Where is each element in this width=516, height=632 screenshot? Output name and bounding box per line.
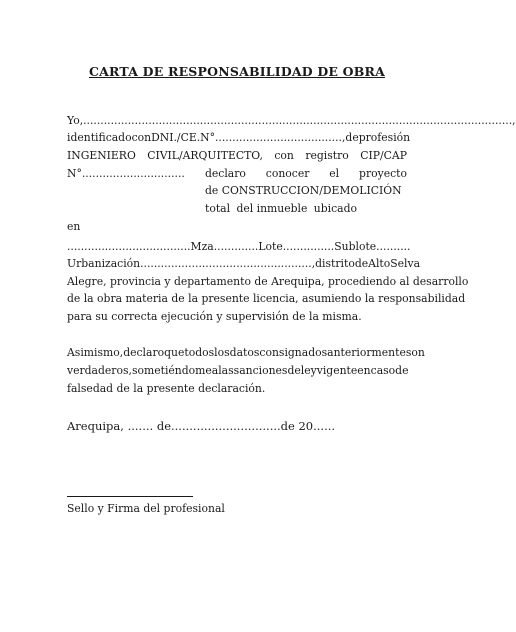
line-falsedad: falsedad de la presente declaración. (67, 382, 266, 395)
word: son (405, 346, 425, 359)
word: sanciones (233, 364, 288, 377)
word: Asimismo, (67, 346, 124, 359)
line-verdaderos (67, 364, 407, 378)
line-urbanizacion (67, 257, 421, 271)
word: registro (305, 149, 349, 162)
word: vigente (316, 364, 358, 377)
word: INGENIERO (67, 149, 136, 162)
signature-label: Sello y Firma del profesional (67, 502, 225, 515)
word: verdaderos, (67, 364, 132, 377)
word: datos (229, 346, 260, 359)
line-en: en (67, 220, 81, 233)
word: identificado (67, 131, 132, 144)
word: conocer (265, 167, 310, 180)
word: anteriormente (327, 346, 406, 359)
word: a (211, 364, 219, 377)
word: Alto (368, 257, 391, 270)
word: de (354, 257, 369, 270)
word: N°....................................., (200, 131, 346, 144)
word: en (357, 364, 371, 377)
word: caso (370, 364, 396, 377)
word: sometiéndome (131, 364, 212, 377)
word: CIVIL/ARQUITECTO, (147, 149, 263, 162)
word: las (218, 364, 234, 377)
line-numero-registro: N°.............................. (67, 167, 185, 180)
word: declaro (123, 346, 165, 359)
word: que (164, 346, 185, 359)
line-alegre: Alegre, provincia y departamento de Arequipa, procediendo al desarrollo (67, 275, 469, 288)
line-total (205, 202, 357, 216)
word: el (329, 167, 340, 180)
line-ejecucion: para su correcta ejecución y supervisión de la misma. (67, 310, 362, 323)
date-line: Arequipa, ....... de..............................de 20...... (67, 419, 336, 433)
word: de (395, 364, 409, 377)
word: Urbanización.................................................., (67, 257, 316, 270)
word: todos (184, 346, 215, 359)
line-identificado (67, 131, 411, 145)
word: de (287, 364, 301, 377)
word: declaro (205, 167, 246, 180)
word: con (274, 149, 294, 162)
line-ingeniero (67, 149, 407, 163)
word: ley (300, 364, 317, 377)
word: CIP/CAP (360, 149, 407, 162)
word: del inmueble (236, 202, 308, 215)
line-mza-lote: ....................................Mza.............Lote...............Sublote.......... (67, 240, 411, 253)
word: de (345, 131, 359, 144)
word: los (214, 346, 230, 359)
word: con (131, 131, 152, 144)
line-declaro (205, 167, 407, 181)
word: total (205, 202, 231, 215)
word: proyecto (359, 167, 407, 180)
line-construccion: de CONSTRUCCION/DEMOLICIÓN (205, 184, 402, 197)
word: consignados (259, 346, 328, 359)
word: Selva (390, 257, 421, 270)
word: profesión (358, 131, 411, 144)
word: distrito (315, 257, 355, 270)
word: DNI./CE. (151, 131, 201, 144)
signature-line (67, 496, 193, 497)
document-title: CARTA DE RESPONSABILIDAD DE OBRA (88, 64, 386, 79)
word: ubicado (313, 202, 357, 215)
line-yo: Yo,............................................................................................................................., (67, 114, 516, 127)
line-obra: de la obra materia de la presente licencia, asumiendo la responsabilidad (67, 292, 466, 305)
line-asimismo (67, 346, 425, 360)
